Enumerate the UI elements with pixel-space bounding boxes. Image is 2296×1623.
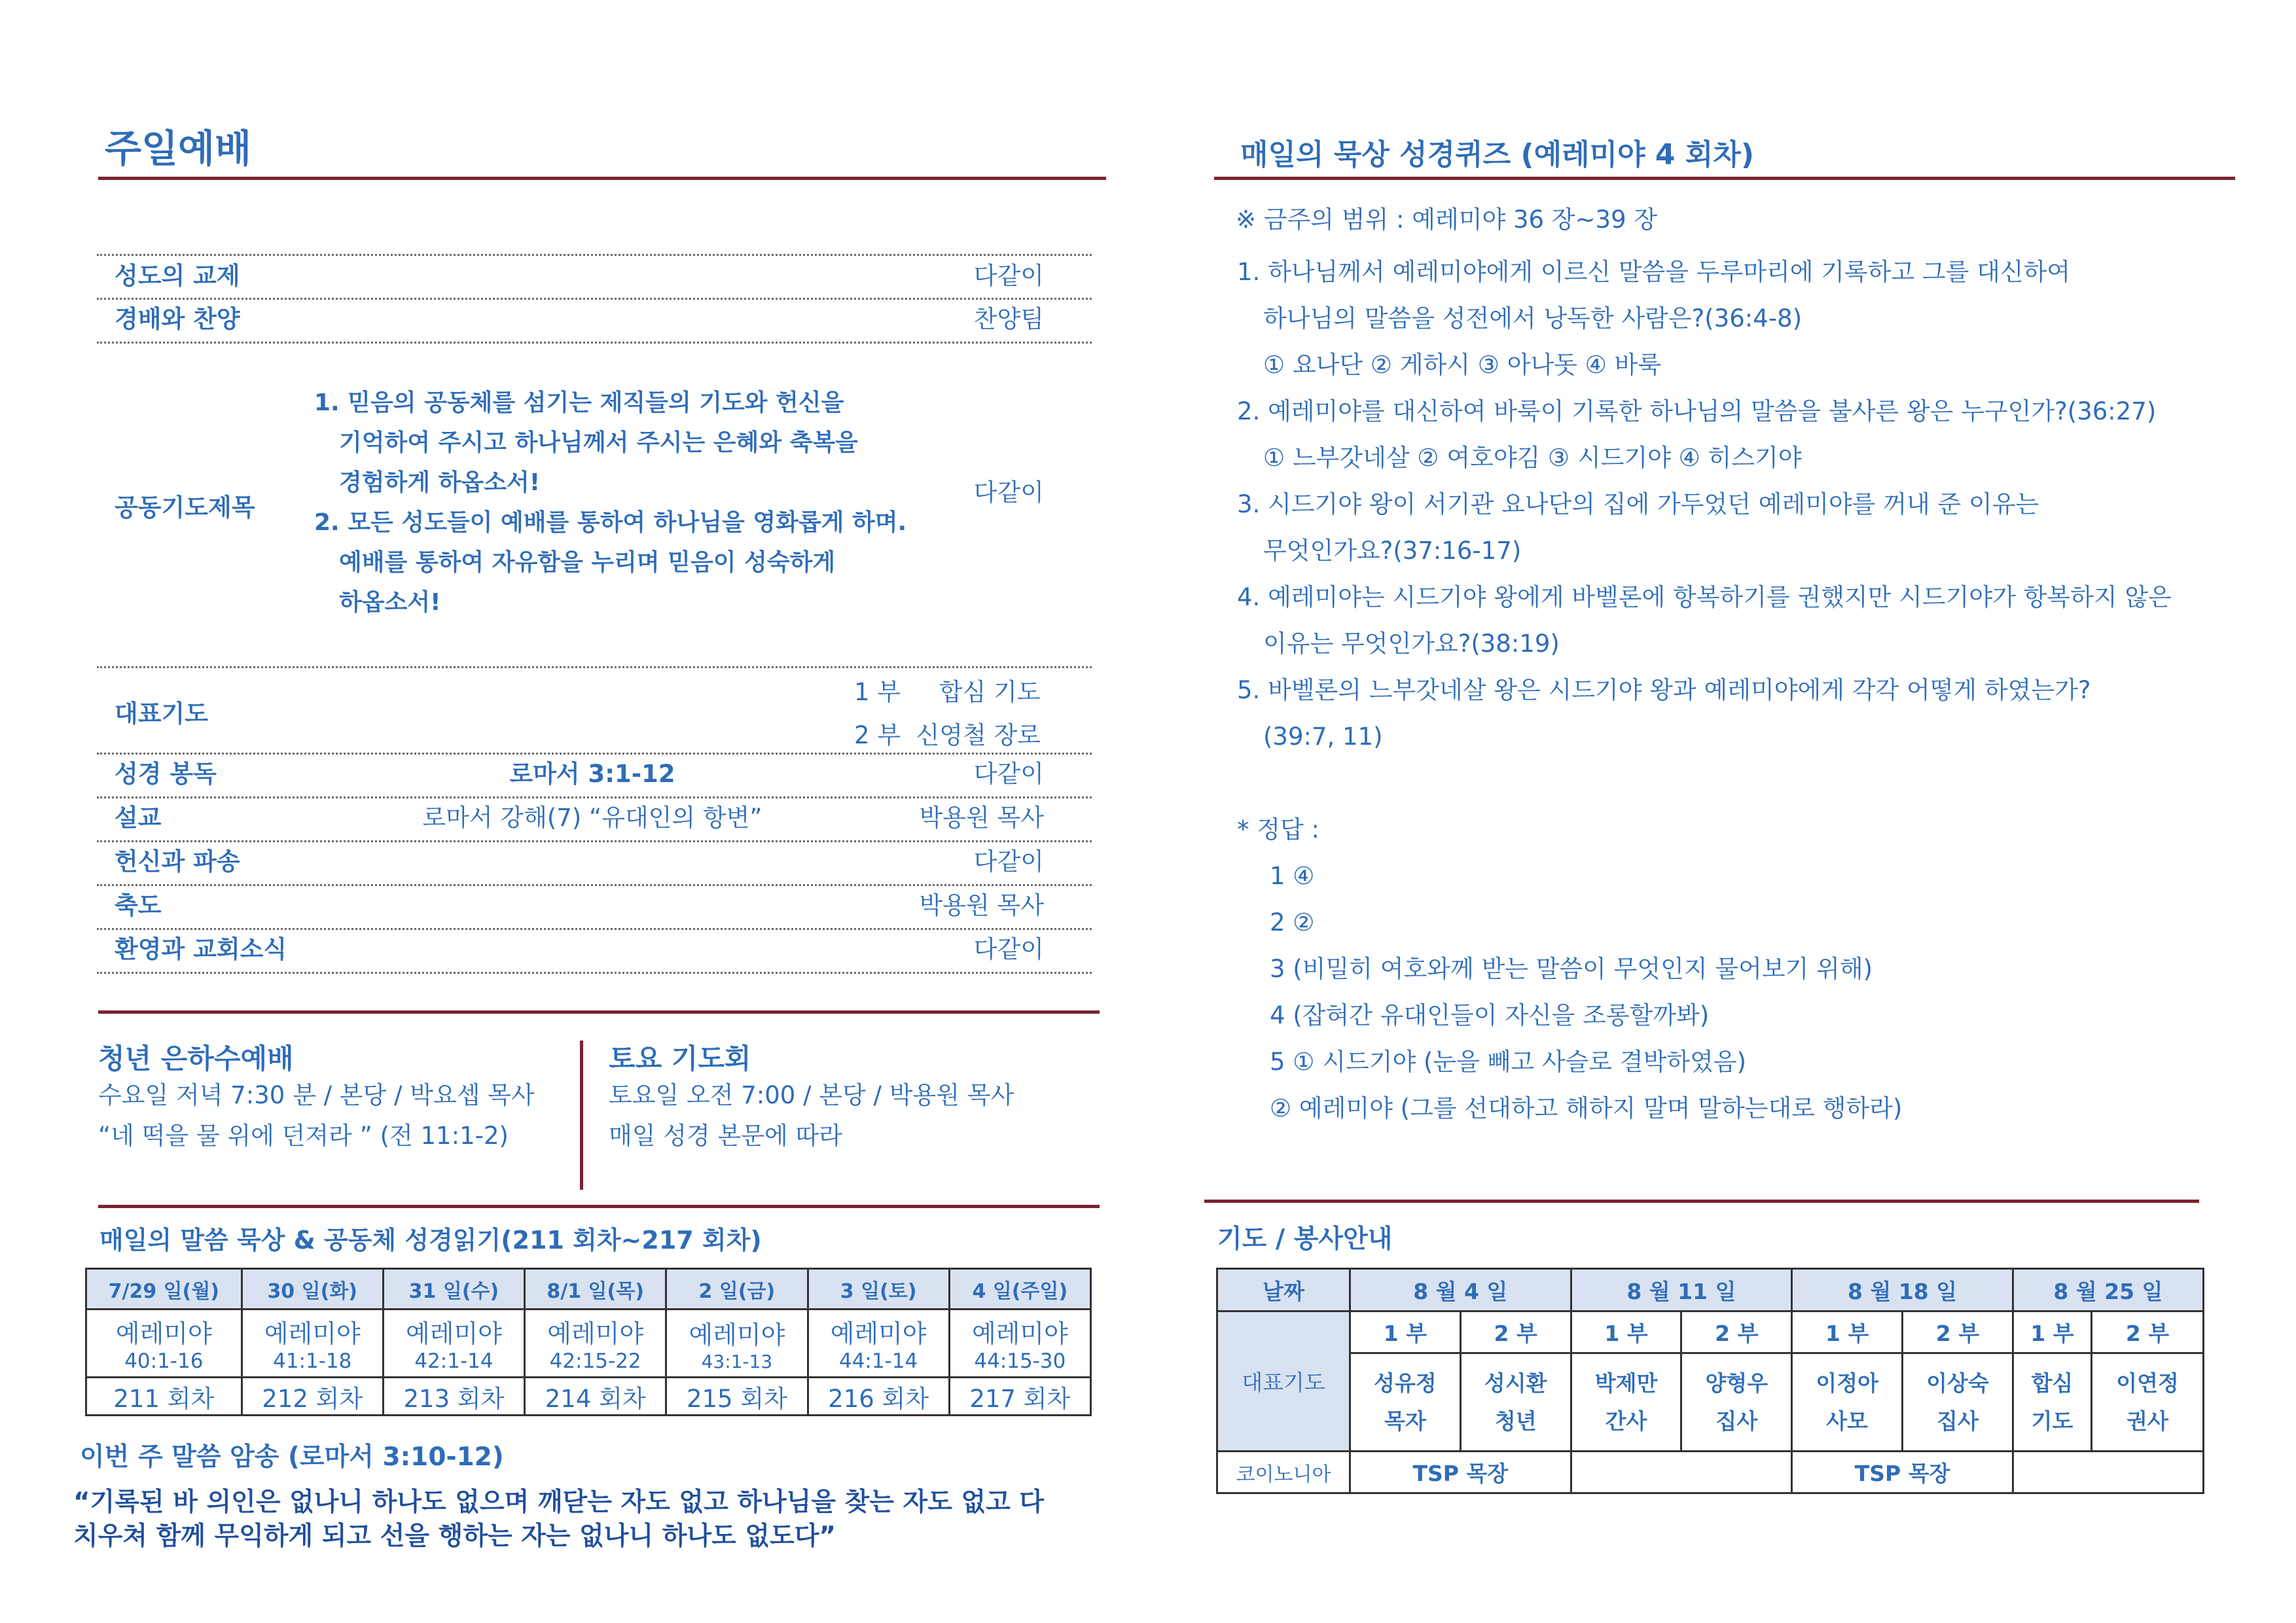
day-header xyxy=(242,1269,383,1310)
divider xyxy=(98,1205,1100,1208)
reading-cell xyxy=(86,1310,242,1378)
reading-book: 예레미야 xyxy=(406,1319,502,1348)
person-name: 이상숙 xyxy=(1926,1370,1989,1396)
day-label: 3 일(토) xyxy=(840,1279,917,1303)
date-label: 8 월 11 일 xyxy=(1626,1278,1736,1304)
part-cell xyxy=(1903,1311,2013,1353)
reading-ref: 44:1-14 xyxy=(838,1349,918,1373)
day-label: 30 일(화) xyxy=(267,1279,358,1303)
part-cell xyxy=(1571,1311,1681,1353)
date-cell xyxy=(1571,1269,1792,1311)
rep-prayer-label: 대표기도 xyxy=(115,700,208,728)
memory-verse-line: “기록된 바 의인은 없나니 하나도 없으며 깨닫는 자도 없고 하나님을 찾는 자도 없고 다 xyxy=(73,1488,1045,1517)
count-cell xyxy=(949,1378,1090,1416)
memory-title: 이번 주 말씀 암송 (로마서 3:10-12) xyxy=(80,1442,504,1472)
person-name: 합심 xyxy=(2031,1370,2073,1396)
youth-title: 청년 은하수예배 xyxy=(98,1043,294,1075)
divider xyxy=(97,342,1092,344)
order-row xyxy=(115,257,1044,296)
youth-time: 수요일 저녁 7:30 분 / 본당 / 박요셉 목사 xyxy=(98,1081,535,1109)
row-label: 환영과 교회소식 xyxy=(115,935,287,963)
person-title: 권사 xyxy=(2126,1408,2168,1434)
order-row xyxy=(115,930,1044,969)
daily-title: 매일의 말씀 묵상 & 공동체 성경읽기(211 회차~217 회차) xyxy=(99,1226,762,1255)
date-header xyxy=(1217,1269,1350,1311)
rep-label: 대표기도 xyxy=(1242,1370,1325,1395)
divider xyxy=(97,666,1092,668)
day-header xyxy=(86,1269,242,1310)
quiz-line: 2 ② xyxy=(1270,908,1315,936)
quiz-line: ① 느부갓네살 ② 여호야김 ③ 시드기야 ④ 히스기야 xyxy=(1263,444,1802,472)
koinonia-label-cell xyxy=(1217,1452,1350,1493)
day-label: 7/29 일(월) xyxy=(108,1279,220,1303)
person-name: 박제만 xyxy=(1594,1370,1658,1396)
part-cell xyxy=(2013,1311,2091,1353)
order-row xyxy=(115,842,1044,882)
part-cell xyxy=(1681,1311,1792,1353)
part-label: 1 부 xyxy=(1604,1321,1648,1346)
service-title: 기도 / 봉사안내 xyxy=(1217,1224,1393,1254)
divider xyxy=(580,1041,583,1190)
date-header-label: 날짜 xyxy=(1263,1278,1304,1304)
memory-verse-line: 치우쳐 함께 무익하게 되고 선을 행하는 자는 없나니 하나도 없도다” xyxy=(73,1522,836,1551)
prayer-line: 경험하게 하옵소서! xyxy=(339,469,541,496)
prayer-line: 1. 믿음의 공동체를 섬기는 제직들의 기도와 헌신을 xyxy=(314,389,844,416)
service-table xyxy=(1216,1268,2204,1494)
day-header xyxy=(525,1269,666,1310)
part-label: 1 부 xyxy=(1825,1321,1869,1346)
koinonia-cell xyxy=(1792,1452,2013,1493)
day-header xyxy=(383,1269,524,1310)
reading-cell xyxy=(808,1310,949,1378)
person-title: 청년 xyxy=(1494,1408,1537,1434)
koinonia-value: TSP 목장 xyxy=(1854,1461,1950,1486)
part-label: 2 부 xyxy=(1494,1321,1537,1346)
prayer-line: 예배를 통하여 자유함을 누리며 믿음이 성숙하게 xyxy=(339,549,836,576)
name-cell xyxy=(2013,1353,2091,1452)
quiz-line: 4. 예레미야는 시드기야 왕에게 바벨론에 항복하기를 권했지만 시드기야가 항복하지 않은 xyxy=(1237,583,2172,611)
reading-ref: 40:1-16 xyxy=(124,1349,204,1373)
order-row xyxy=(115,798,1044,838)
reading-ref: 43:1-13 xyxy=(701,1350,773,1372)
row-label: 설교 xyxy=(115,804,162,832)
divider xyxy=(1204,1200,2199,1203)
part-label: 2 부 xyxy=(2125,1321,2170,1346)
reading-book: 예레미야 xyxy=(547,1319,644,1348)
person-title: 사모 xyxy=(1826,1408,1869,1434)
sunday-title: 주일예배 xyxy=(105,126,252,171)
quiz-title: 매일의 묵상 성경퀴즈 (예레미야 4 회차) xyxy=(1240,138,1754,171)
name-cell xyxy=(1571,1353,1681,1452)
person-title: 집사 xyxy=(1937,1408,1979,1434)
reading-cell xyxy=(525,1310,666,1378)
date-label: 8 월 18 일 xyxy=(1848,1278,1958,1304)
quiz-line: 3 (비밀히 여호와께 받는 말씀이 무엇인지 물어보기 위해) xyxy=(1270,955,1873,983)
count-label: 216 회차 xyxy=(828,1384,929,1413)
person-title: 기도 xyxy=(2031,1408,2073,1434)
koinonia-cell xyxy=(2013,1452,2203,1493)
person-name: 이연정 xyxy=(2116,1370,2179,1396)
name-cell xyxy=(1460,1353,1571,1452)
prayer-right: 다같이 xyxy=(973,478,1044,507)
part-label: 1 부 xyxy=(1383,1321,1427,1346)
part-cell xyxy=(1792,1311,1903,1353)
koinonia-value: TSP 목장 xyxy=(1412,1461,1509,1486)
reading-cell xyxy=(949,1310,1090,1378)
date-cell xyxy=(1350,1269,1571,1311)
count-cell xyxy=(383,1378,524,1416)
row-right: 다같이 xyxy=(973,847,1044,876)
reading-book: 예레미야 xyxy=(264,1319,361,1348)
koinonia-label: 코이노니아 xyxy=(1236,1463,1331,1486)
divider xyxy=(98,1010,1100,1014)
reading-book: 예레미야 xyxy=(689,1320,785,1349)
reading-cell xyxy=(666,1310,808,1378)
date-cell xyxy=(1792,1269,2013,1311)
count-label: 214 회차 xyxy=(545,1384,646,1413)
reading-ref: 44:15-30 xyxy=(974,1349,1066,1373)
row-label: 경배와 찬양 xyxy=(115,305,240,333)
name-cell xyxy=(1350,1353,1461,1452)
prayer-topics xyxy=(314,383,906,622)
date-label: 8 월 4 일 xyxy=(1413,1278,1508,1304)
rep-prayer-part1: 1 부 합심 기도 xyxy=(854,678,1041,706)
quiz-line: * 정답 : xyxy=(1237,815,1319,844)
prayer-line: 하옵소서! xyxy=(339,589,441,616)
koinonia-cell xyxy=(1571,1452,1792,1493)
row-right: 찬양팀 xyxy=(973,305,1044,333)
person-name: 성유정 xyxy=(1374,1370,1437,1396)
count-cell xyxy=(242,1378,383,1416)
quiz-line xyxy=(1237,760,2172,806)
divider xyxy=(1214,177,2235,180)
divider xyxy=(97,254,1092,256)
prayer-label: 공동기도제목 xyxy=(115,493,255,522)
row-right: 다같이 xyxy=(973,262,1044,290)
day-header xyxy=(808,1269,949,1310)
part-cell xyxy=(1350,1311,1461,1353)
row-middle: 로마서 강해(7) “유대인의 항변” xyxy=(422,804,762,832)
quiz-line: (39:7, 11) xyxy=(1263,722,1383,751)
count-label: 211 회차 xyxy=(113,1384,215,1413)
prayer-line: 2. 모든 성도들이 예배를 통하여 하나님을 영화롭게 하며. xyxy=(314,509,907,536)
count-cell xyxy=(666,1378,808,1416)
person-title: 간사 xyxy=(1605,1408,1647,1434)
row-right: 다같이 xyxy=(973,760,1044,788)
divider xyxy=(97,972,1092,974)
part-label: 1 부 xyxy=(2030,1321,2074,1346)
order-row xyxy=(115,755,1044,794)
part-label: 2 부 xyxy=(1715,1321,1759,1346)
row-label: 헌신과 파송 xyxy=(115,847,240,876)
person-title: 집사 xyxy=(1715,1408,1758,1434)
quiz-line: 2. 예레미야를 대신하여 바룩이 기록한 하나님의 말씀을 불사른 왕은 누구인가?(36:27) xyxy=(1237,397,2157,425)
count-label: 213 회차 xyxy=(403,1384,505,1413)
rep-label-cell xyxy=(1217,1311,1350,1452)
name-cell xyxy=(1681,1353,1792,1452)
saturday-text: 매일 성경 본문에 따라 xyxy=(609,1122,842,1150)
youth-verse: “네 떡을 물 위에 던져라 ” (전 11:1-2) xyxy=(98,1122,509,1150)
name-cell xyxy=(1903,1353,2013,1452)
quiz-line: 5 ① 시드기야 (눈을 빼고 사슬로 결박하였음) xyxy=(1270,1048,1747,1076)
count-cell xyxy=(808,1378,949,1416)
quiz-body xyxy=(1237,249,2172,1132)
day-label: 8/1 일(목) xyxy=(547,1279,644,1303)
row-right: 박용원 목사 xyxy=(919,891,1044,919)
person-name: 성시환 xyxy=(1484,1370,1547,1396)
name-cell xyxy=(2092,1353,2204,1452)
count-cell xyxy=(86,1378,242,1416)
quiz-line: 무엇인가요?(37:16-17) xyxy=(1263,537,1522,565)
part-cell xyxy=(1460,1311,1571,1353)
saturday-time: 토요일 오전 7:00 / 본당 / 박용원 목사 xyxy=(609,1081,1014,1109)
day-label: 31 일(수) xyxy=(408,1279,499,1303)
prayer-line: 기억하여 주시고 하나님께서 주시는 은혜와 축복을 xyxy=(339,429,858,456)
row-right: 박용원 목사 xyxy=(919,804,1044,832)
reading-cell xyxy=(242,1310,383,1378)
row-label: 축도 xyxy=(115,891,162,919)
quiz-line: 4 (잡혀간 유대인들이 자신을 조롱할까봐) xyxy=(1270,1001,1710,1029)
quiz-line: 1 ④ xyxy=(1270,862,1315,890)
quiz-line: 5. 바벨론의 느부갓네살 왕은 시드기야 왕과 예레미야에게 각각 어떻게 하였는가? xyxy=(1237,676,2091,704)
count-cell xyxy=(525,1378,666,1416)
quiz-line: 1. 하나님께서 예레미야에게 이르신 말씀을 두루마리에 기록하고 그를 대신하여 xyxy=(1237,258,2071,286)
quiz-line: 이유는 무엇인가요?(38:19) xyxy=(1263,630,1560,658)
reading-ref: 42:1-14 xyxy=(414,1349,493,1373)
quiz-line: ① 요나단 ② 게하시 ③ 아나돗 ④ 바룩 xyxy=(1263,351,1662,379)
daily-reading-table xyxy=(85,1268,1092,1416)
day-label: 4 일(주일) xyxy=(972,1279,1068,1303)
day-header xyxy=(666,1269,808,1310)
reading-book: 예레미야 xyxy=(115,1319,212,1348)
saturday-title: 토요 기도회 xyxy=(609,1043,751,1075)
count-label: 212 회차 xyxy=(262,1384,363,1413)
divider xyxy=(98,177,1106,180)
reading-book: 예레미야 xyxy=(830,1319,927,1348)
row-label: 성경 봉독 xyxy=(115,760,217,788)
person-name: 이정아 xyxy=(1816,1370,1878,1396)
person-name: 양형우 xyxy=(1705,1370,1768,1396)
quiz-range: ※ 금주의 범위 : 예레미야 36 장~39 장 xyxy=(1236,205,1658,234)
name-cell xyxy=(1792,1353,1903,1452)
order-row xyxy=(115,886,1044,925)
person-title: 목자 xyxy=(1384,1408,1426,1434)
day-label: 2 일(금) xyxy=(698,1279,776,1303)
part-cell xyxy=(2092,1311,2204,1353)
row-right: 다같이 xyxy=(973,935,1044,963)
quiz-line: ② 예레미야 (그를 선대하고 해하지 말며 말하는대로 행하라) xyxy=(1270,1094,1903,1122)
row-middle: 로마서 3:1-12 xyxy=(509,760,675,788)
day-header xyxy=(949,1269,1090,1310)
date-label: 8 월 25 일 xyxy=(2053,1278,2163,1304)
order-row xyxy=(115,300,1044,339)
row-label: 성도의 교제 xyxy=(115,262,240,290)
reading-cell xyxy=(383,1310,524,1378)
part-label: 2 부 xyxy=(1935,1321,1980,1346)
quiz-line: 3. 시드기야 왕이 서기관 요나단의 집에 가두었던 예레미야를 꺼내 준 이유는 xyxy=(1237,490,2039,518)
quiz-line: 하나님의 말씀을 성전에서 낭독한 사람은?(36:4-8) xyxy=(1263,304,1803,332)
reading-ref: 42:15-22 xyxy=(549,1349,641,1373)
count-label: 217 회차 xyxy=(969,1384,1071,1413)
date-cell xyxy=(2013,1269,2203,1311)
reading-ref: 41:1-18 xyxy=(273,1349,352,1373)
koinonia-cell xyxy=(1350,1452,1571,1493)
reading-book: 예레미야 xyxy=(971,1319,1068,1348)
rep-prayer-part2: 2 부 신영철 장로 xyxy=(854,721,1041,749)
count-label: 215 회차 xyxy=(686,1384,787,1413)
